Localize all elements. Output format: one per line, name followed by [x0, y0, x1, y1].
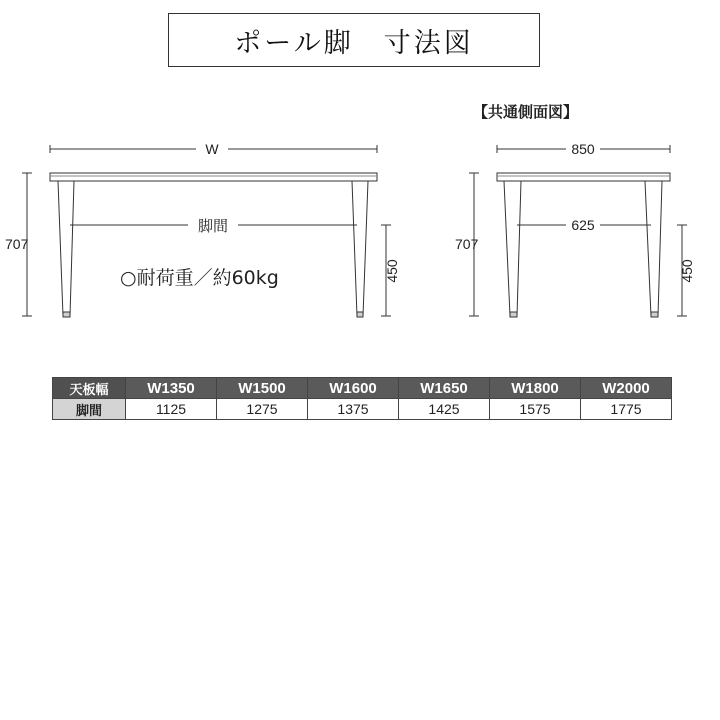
- row-label-leg: 脚間: [53, 399, 126, 420]
- side-leg-left: [504, 181, 521, 316]
- leg-cell: 1575: [490, 399, 581, 420]
- leg-cell: 1375: [308, 399, 399, 420]
- table-row-width: [53, 378, 672, 399]
- side-leg-right: [645, 181, 662, 316]
- front-legspan-label: 脚間: [197, 217, 229, 235]
- side-height-label: 707: [455, 236, 479, 252]
- front-leg-right: [352, 181, 368, 316]
- side-legspan-label: 625: [571, 217, 595, 233]
- side-width-label: 850: [571, 141, 595, 157]
- side-tabletop: [497, 173, 670, 181]
- leg-cell: 1275: [217, 399, 308, 420]
- width-cell: W1800: [490, 378, 581, 399]
- width-cell: W1500: [217, 378, 308, 399]
- front-legheight-label: 450: [384, 259, 400, 283]
- size-table: [52, 377, 672, 420]
- width-cell: W1600: [308, 378, 399, 399]
- side-legheight-label: 450: [679, 259, 695, 283]
- front-leg-left: [58, 181, 74, 316]
- width-cell: W2000: [581, 378, 672, 399]
- front-width-label: W: [205, 141, 219, 157]
- row-label-width: 天板幅: [53, 378, 126, 399]
- leg-cell: 1125: [126, 399, 217, 420]
- front-tabletop: [50, 173, 377, 181]
- width-cell: W1650: [399, 378, 490, 399]
- width-cell: W1350: [126, 378, 217, 399]
- page-title: ポール脚 寸法図: [234, 27, 474, 59]
- leg-cell: 1775: [581, 399, 672, 420]
- load-capacity-note: ○耐荷重／約60kg: [120, 267, 279, 289]
- table-row-leg: [53, 399, 672, 420]
- front-height-label: 707: [5, 236, 29, 252]
- side-view-heading: 【共通側面図】: [473, 103, 579, 121]
- leg-cell: 1425: [399, 399, 490, 420]
